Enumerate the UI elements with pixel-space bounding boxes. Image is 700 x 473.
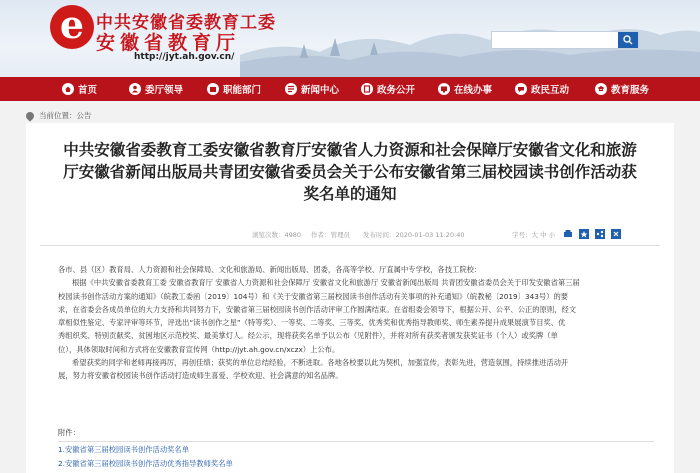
search-box: [491, 31, 639, 49]
body-line: 希望获奖的同学和老师再接再厉，再创佳绩；获奖的单位总结经验，不断进取。各地各校要以此为契机，加强宣传，表彰先进，营造氛围，持续推进活动开: [72, 358, 569, 368]
nav-label: 政民互动: [531, 85, 570, 96]
logo-icon: e: [59, 2, 85, 47]
attachment-link[interactable]: 1.安徽省第三届校园读书创作活动奖名单: [58, 445, 190, 454]
share-icon[interactable]: [594, 228, 606, 240]
search-input[interactable]: [492, 37, 618, 53]
site-header: [0, 0, 700, 77]
org-icon: [207, 83, 219, 95]
salutation: 各市、县（区）教育局、人力资源和社会保障局、文化和旅游局、新闻出版局、团委，各高等学校、厅直属中专学校，各技工院校：: [58, 265, 482, 274]
nav-item-departments[interactable]: [207, 77, 261, 101]
nav-item-online-service[interactable]: [438, 77, 492, 101]
nav-item-leaders[interactable]: [129, 77, 183, 101]
nav-item-home[interactable]: [62, 77, 97, 101]
nav-label: 首页: [78, 85, 98, 96]
attachments-divider: [58, 441, 654, 442]
nav-label: 在线办事: [454, 85, 493, 96]
attachment-link[interactable]: 2.安徽省第三届校园读书创作活动优秀指导教师奖名单: [58, 459, 233, 468]
article-meta: [26, 227, 674, 243]
close-icon[interactable]: [610, 228, 622, 240]
article-tools: [558, 228, 622, 240]
body-line: 展，努力将安徽省校园读书创作活动打造成师生喜爱、学校欢迎、社会满意的知名品牌。: [58, 371, 343, 381]
font-size-label: [512, 230, 555, 239]
nav-item-gov-affairs[interactable]: [361, 77, 415, 101]
article-title-line: 中共安徽省委教育工委安徽省教育厅安徽省人力资源和社会保障厅安徽省文化和旅游: [63, 141, 637, 159]
article-title-line: 厅安徽省新闻出版局共青团安徽省委员会关于公布安徽省第三届校园读书创作活动获: [63, 163, 637, 181]
favorite-icon[interactable]: [578, 228, 590, 240]
nav-item-interaction[interactable]: [515, 77, 569, 101]
nav-label: 新闻中心: [301, 85, 340, 96]
author: 作者：管理员: [311, 231, 350, 239]
search-button[interactable]: [618, 32, 638, 48]
divider: [40, 245, 660, 246]
nav-item-edu-service[interactable]: [595, 77, 649, 101]
body-line: 位），具体领取时间和方式将在安徽教育宣传网（http://jyt.ah.gov.cn/xczx）上公布。: [58, 344, 340, 354]
body-line: 秀组织奖、特别贡献奖、贫困地区示范校奖、最美掌灯人。经公示，现将获奖名单予以公布（见附件），并将对所有获奖者颁发获奖证书（个人）或奖牌（单: [58, 331, 558, 341]
body-line: 章相似性鉴定、专家评审等环节，评选出“读书创作之星”（特等奖）、一等奖、二等奖、三等奖、优秀奖和优秀指导教师奖、师生素养提升成果展演节目奖、优: [58, 318, 566, 328]
print-icon[interactable]: [562, 228, 574, 240]
chat-icon: [515, 83, 527, 95]
article-panel: [26, 123, 674, 473]
breadcrumb-text[interactable]: 当前位置：公告: [39, 111, 92, 120]
breadcrumb: [26, 110, 92, 121]
article-title: [40, 139, 660, 205]
body-line: 校园读书创作活动方案的通知》（皖教工委函〔2019〕104号）和《关于安徽省第三届校园读书创作活动有关事项的补充通知》（皖教秘〔2019〕343号）的要: [58, 291, 569, 301]
service-icon: [438, 83, 450, 95]
attachments-label: 附件：: [58, 428, 80, 437]
nav-label: 教育服务: [611, 85, 650, 96]
font-size-options[interactable]: 大 中 小: [531, 231, 556, 239]
nav-item-news[interactable]: [285, 77, 339, 101]
news-icon: [285, 83, 297, 95]
font-size-label-text: 字号：: [512, 231, 532, 239]
body-line: 求，在省委会各成员单位的大力支持和共同努力下，安徽省第三届校园读书创作活动评审工作圆满结束。在省组委会领导下，根据公开、公平、公正的原则，经文: [58, 304, 577, 314]
user-icon: [129, 83, 141, 95]
site-url: http://jyt.ah.gov.cn/: [134, 52, 235, 62]
search-icon: [623, 35, 633, 45]
doc-icon: [361, 83, 373, 95]
site-title-line1: 中共安徽省委教育工委: [96, 13, 276, 33]
home-icon: [62, 83, 74, 95]
view-count: 浏览次数：4980: [252, 231, 302, 239]
site-title-line2: 安徽省教育厅: [96, 32, 241, 54]
publish-date: 发布时间：2020-01-03 11:20:40: [363, 231, 465, 239]
main-nav: [0, 77, 700, 101]
location-pin-icon: [24, 110, 35, 121]
article-body: [58, 263, 654, 383]
body-line: 根据《中共安徽省委教育工委 安徽省教育厅 安徽省人力资源和社会保障厅 安徽省文化和旅游厅 安徽省新闻出版局 共青团安徽省委员会关于印发安徽省第三届: [72, 278, 580, 288]
nav-label: 职能部门: [223, 85, 262, 96]
article-title-line: 奖名单的通知: [303, 185, 397, 203]
nav-label: 政务公开: [377, 85, 416, 96]
edu-icon: [595, 83, 607, 95]
nav-label: 委厅领导: [145, 85, 184, 96]
